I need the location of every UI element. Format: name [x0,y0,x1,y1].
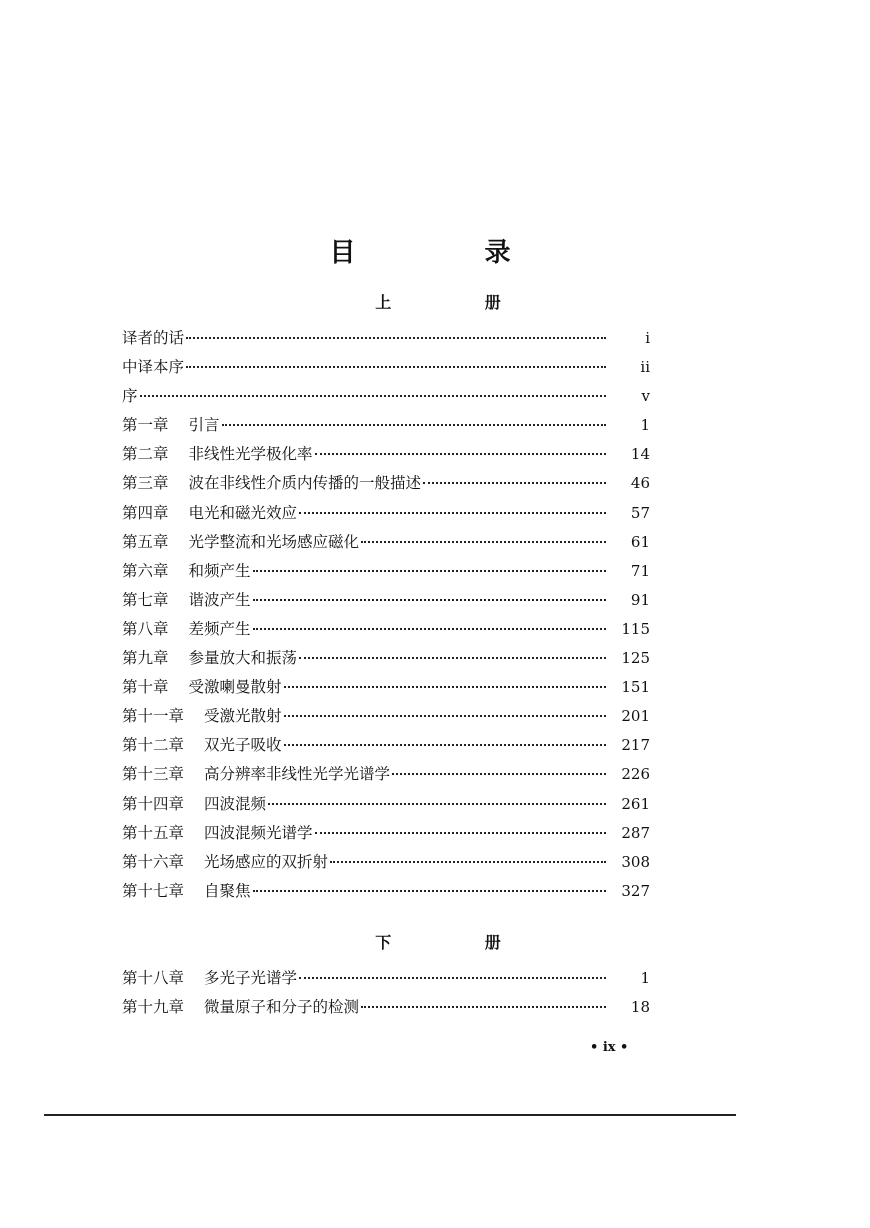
toc-chapter-title: 受激光散射 [204,707,282,726]
toc-leader-dots [253,628,606,630]
toc-page-number: 287 [621,823,650,842]
toc-chapter-title: 四波混频 [204,794,267,813]
toc-page-number: 61 [630,532,650,551]
toc-entry [122,355,650,384]
toc-page-number: 46 [630,474,650,493]
page-number: • ix • [590,1040,629,1055]
toc-chapter-number: 第十一章 [122,707,185,726]
toc-page-number: 201 [621,707,650,726]
toc-chapter-number: 第三章 [122,474,169,493]
toc-entry [122,850,650,879]
volume-2-heading: 下 册 [375,933,545,952]
volume-1-heading: 上 册 [375,293,545,312]
toc-entry [122,821,650,850]
toc-page-number: v [641,387,650,406]
toc-entry [122,704,650,733]
toc-entry [122,792,650,821]
toc-leader-dots [299,977,606,979]
toc-chapter-title: 参量放大和振荡 [188,649,298,668]
toc-page-number: 261 [621,794,650,813]
toc-chapter-title: 谐波产生 [188,590,251,609]
toc-chapter-number: 第十章 [122,678,169,697]
toc-leader-dots [299,657,606,659]
toc-entry [122,762,650,791]
toc-page-number: 151 [621,678,650,697]
toc-chapter-number: 第十七章 [122,881,185,900]
toc-leader-dots [284,686,606,688]
toc-entry [122,384,650,413]
toc-page-number: 91 [630,590,650,609]
toc-leader-dots [423,482,606,484]
toc-leader-dots [268,803,606,805]
toc-entry [122,995,650,1024]
toc-page-number: 125 [621,649,650,668]
toc-chapter-title: 光学整流和光场感应磁化 [188,532,360,551]
toc-leader-dots [315,453,606,455]
bottom-rule [44,1114,736,1116]
toc-page-number: 18 [630,998,650,1017]
toc-chapter-number: 第十二章 [122,736,185,755]
toc-entry [122,326,650,355]
toc-leader-dots [315,832,606,834]
toc-entry [122,617,650,646]
toc-chapter-number: 第十四章 [122,794,185,813]
toc-chapter-title: 和频产生 [188,561,251,580]
toc-chapter-number: 第二章 [122,445,169,464]
toc-leader-dots [186,366,606,368]
toc-chapter-title: 序 [122,387,138,406]
toc-chapter-number: 第九章 [122,649,169,668]
toc-chapter-title: 差频产生 [188,619,251,638]
toc-chapter-title: 四波混频光谱学 [204,823,313,842]
toc-chapter-title: 受激喇曼散射 [188,678,282,697]
toc-chapter-title: 引言 [188,416,220,435]
toc-chapter-number: 第四章 [122,503,169,522]
toc-page-number: 327 [621,881,650,900]
toc-page-number: 1 [640,416,650,435]
toc-volume-2 [122,966,650,1024]
toc-entry [122,646,650,675]
toc-page-number: i [645,329,650,347]
toc-leader-dots [392,773,606,775]
toc-leader-dots [361,541,606,543]
toc-chapter-title: 自聚焦 [204,881,251,900]
toc-volume-1 [122,326,650,908]
toc-page-number: 71 [630,561,650,580]
toc-entry [122,559,650,588]
toc-leader-dots [253,570,606,572]
toc-leader-dots [299,512,606,514]
toc-entry [122,530,650,559]
toc-page-number: 115 [621,619,650,638]
toc-page-number: 1 [640,969,650,987]
toc-leader-dots [253,890,606,892]
toc-chapter-number: 第十三章 [122,765,185,784]
toc-chapter-title: 中译本序 [122,358,185,377]
toc-chapter-number: 第六章 [122,561,169,580]
toc-entry [122,501,650,530]
toc-chapter-title: 电光和磁光效应 [188,503,298,522]
toc-chapter-title: 高分辨率非线性光学光谱学 [204,765,391,784]
toc-page-number: 14 [630,445,650,464]
toc-chapter-number: 第十六章 [122,852,185,871]
toc-entry [122,879,650,908]
toc-leader-dots [186,337,606,339]
toc-chapter-title: 光场感应的双折射 [204,852,329,871]
toc-entry [122,471,650,500]
toc-chapter-title: 译者的话 [122,329,185,347]
toc-leader-dots [284,744,606,746]
toc-page-number: 308 [621,852,650,871]
toc-chapter-title: 微量原子和分子的检测 [204,998,360,1017]
toc-page-number: ii [640,358,650,377]
toc-entry [122,442,650,471]
toc-entry [122,588,650,617]
toc-page-number: 217 [621,736,650,755]
toc-entry [122,966,650,995]
toc-chapter-number: 第五章 [122,532,169,551]
toc-entry [122,413,650,442]
toc-chapter-title: 多光子光谱学 [204,969,298,987]
toc-entry [122,733,650,762]
page-title: 目 录 [329,238,571,268]
toc-chapter-title: 波在非线性介质内传播的一般描述 [188,474,422,493]
toc-entry [122,675,650,704]
toc-chapter-number: 第十五章 [122,823,185,842]
toc-page-number: 57 [630,503,650,522]
toc-chapter-number: 第七章 [122,590,169,609]
toc-page-number: 226 [621,765,650,784]
toc-leader-dots [361,1006,606,1008]
toc-chapter-title: 双光子吸收 [204,736,282,755]
toc-chapter-number: 第一章 [122,416,169,435]
toc-leader-dots [222,424,606,426]
toc-chapter-title: 非线性光学极化率 [188,445,313,464]
toc-leader-dots [140,395,606,397]
toc-chapter-number: 第十九章 [122,998,185,1017]
toc-chapter-number: 第十八章 [122,969,185,987]
toc-leader-dots [330,861,606,863]
toc-leader-dots [284,715,606,717]
toc-chapter-number: 第八章 [122,619,169,638]
toc-leader-dots [253,599,606,601]
